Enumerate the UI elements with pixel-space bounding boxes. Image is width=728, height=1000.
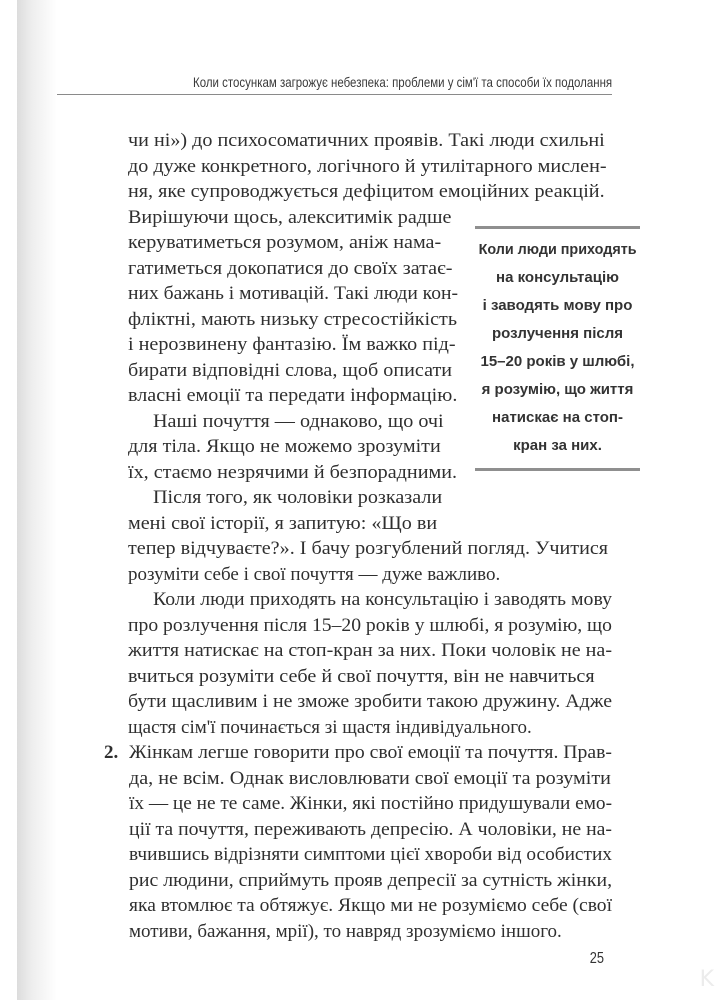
list-line: Жінкам легше говорити про свої емоції та почуття. Прав- bbox=[129, 742, 612, 763]
running-head-text: Коли стосункам загрожує небезпека: проблеми у сім'ї та способи їх подолання bbox=[192, 74, 612, 90]
page-number: 25 bbox=[589, 950, 605, 967]
body-line: вчиться розуміти себе й свої почуття, він не навчиться bbox=[128, 665, 595, 687]
watermark-icon: K bbox=[699, 967, 714, 992]
list-line: ції та почуття, переживають депресію. А чоловіки, не на- bbox=[129, 818, 613, 840]
body-line: щастя сім'ї починається зі щастя індивідуального. bbox=[128, 716, 532, 738]
list-line: яка втомлює та обтяжує. Якщо ми не розуміємо себе (свої bbox=[129, 895, 613, 916]
pull-quote-line: і заводять мову про bbox=[482, 297, 633, 314]
body-line: Вирішуючи щось, алекситимік радше bbox=[128, 206, 452, 228]
pull-quote-line: натискає на стоп- bbox=[492, 409, 623, 426]
pull-quote bbox=[475, 226, 640, 471]
list-line: мотиви, бажання, мрії), то навряд зрозуміємо іншого. bbox=[129, 920, 562, 942]
body-line: Після того, як чоловіки розказали bbox=[153, 487, 443, 508]
pull-quote-line: Коли люди приходять bbox=[478, 241, 637, 258]
body-line: власні емоції та передати інформацію. bbox=[128, 385, 458, 406]
pull-quote-line: 15–20 років у шлюбі, bbox=[480, 353, 635, 370]
body-line: розуміти себе і свої почуття — дуже важливо. bbox=[128, 563, 501, 585]
list-line: да, не всім. Однак висловлювати свої емоції та розуміти bbox=[129, 767, 611, 789]
body-line: і нерозвинену фантазію. Їм важко під- bbox=[128, 334, 456, 355]
body-line: фліктні, мають низьку стресостійкість bbox=[128, 308, 458, 330]
list-line: рис людини, сприймуть прояв депресії за сутність жінки, bbox=[129, 869, 613, 891]
body-line: для тіла. Якщо не можемо зрозуміти bbox=[128, 436, 441, 457]
body-line: про розлучення після 15–20 років у шлюбі, я розумію, що bbox=[128, 614, 612, 636]
body-line: до дуже конкретного, логічного й утилітарного мислен- bbox=[128, 155, 607, 177]
list-line: вчившись відрізняти симптоми цієї хвороби від особистих bbox=[129, 844, 612, 865]
body-line: чи ні») до психосоматичних проявів. Такі люди схильні bbox=[128, 130, 605, 151]
page-edge-shadow bbox=[17, 0, 57, 1000]
running-head bbox=[57, 74, 612, 95]
body-line: тепер відчуваєте?». І бачу розгублений погляд. Учитися bbox=[128, 538, 609, 559]
body-line: гатиметься докопатися до своїх затає- bbox=[128, 257, 453, 279]
pull-quote-line: я розумію, що життя bbox=[481, 381, 634, 398]
body-line: ня, яке супроводжується дефіцитом емоційних реакцій. bbox=[128, 181, 605, 202]
body-line: керуватиметься розумом, аніж нама- bbox=[128, 232, 442, 253]
body-line: мені свої історії, я запитую: «Що ви bbox=[128, 512, 438, 534]
body-line: бути щасливим і не зможе зробити такою дружину. Адже bbox=[128, 691, 613, 712]
body-line: їх, стаємо незрячими й безпорадними. bbox=[128, 461, 458, 483]
pull-quote-line: розлучення після bbox=[491, 325, 623, 342]
list-line: їх — це не те саме. Жінки, які постійно придушували емо- bbox=[129, 793, 613, 814]
pull-quote-line: на консультацію bbox=[496, 269, 619, 286]
body-line: життя натискає на стоп-кран за них. Поки чоловік не на- bbox=[128, 640, 613, 661]
list-number: 2. bbox=[104, 742, 119, 763]
pull-quote-line: кран за них. bbox=[513, 437, 602, 454]
body-line: Коли люди приходять на консультацію і заводять мову bbox=[153, 589, 613, 610]
body-line: бирати відповідні слова, щоб описати bbox=[128, 359, 453, 381]
body-line: них бажань і мотивацій. Такі люди кон- bbox=[128, 283, 459, 304]
body-line: Наші почуття — однаково, що очі bbox=[153, 410, 444, 432]
